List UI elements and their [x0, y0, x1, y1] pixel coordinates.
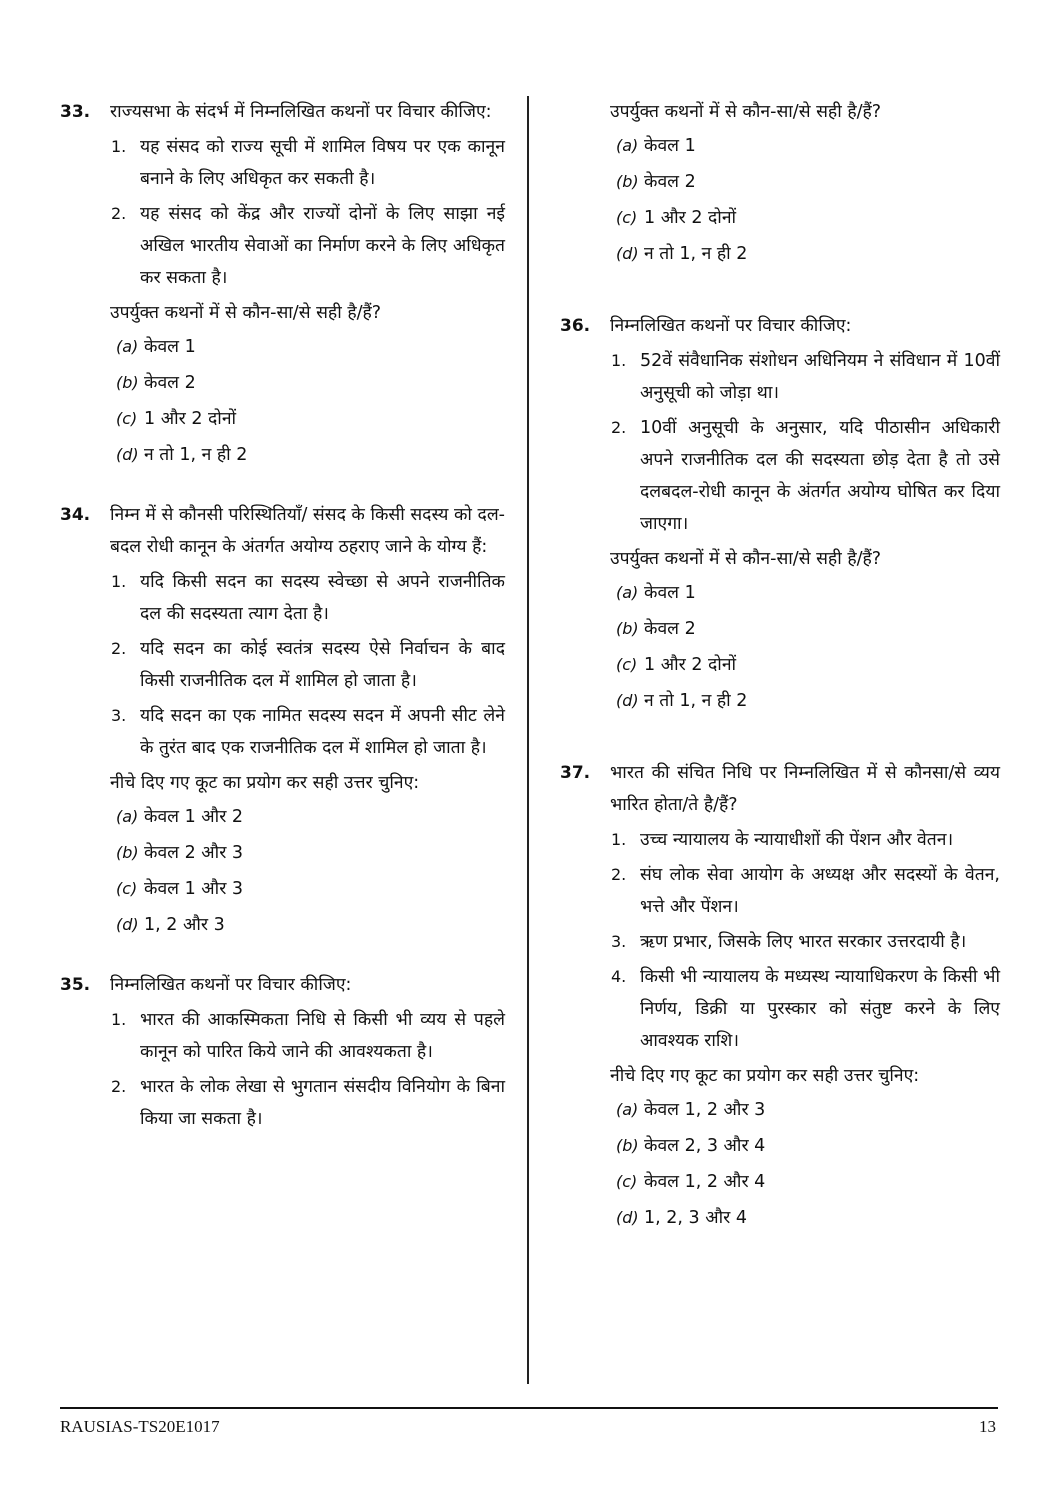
option-c: (c) 1 और 2 दोनों [616, 208, 737, 228]
question-37 [560, 757, 1000, 1236]
option-a: (a) केवल 1 [616, 136, 696, 156]
question-stem: 35. निम्नलिखित कथनों पर विचार कीजिए: [60, 969, 505, 1001]
statement: 2. भारत के लोक लेखा से भुगतान संसदीय विनियोग के बिना किया जा सकता है। [111, 1077, 505, 1129]
option-c: (c) केवल 1 और 3 [116, 879, 244, 899]
option-d: (d) 1, 2 और 3 [116, 915, 225, 935]
question-34 [60, 499, 505, 943]
option-d: (d) न तो 1, न ही 2 [116, 445, 248, 465]
right-column [560, 96, 1000, 1262]
option-d: (d) 1, 2, 3 और 4 [616, 1208, 747, 1228]
option-a: (a) केवल 1 [116, 337, 196, 357]
question-number: 37. [560, 763, 591, 783]
question-number: 34. [60, 505, 91, 525]
option-d: (d) न तो 1, न ही 2 [616, 691, 748, 711]
question-36 [560, 310, 1000, 719]
question-33 [60, 96, 505, 473]
question-prompt: उपर्युक्त कथनों में से कौन-सा/से सही है/हैं? [610, 102, 882, 122]
statement: 1. 52वें संवैधानिक संशोधन अधिनियम ने संविधान में 10वीं अनुसूची को जोड़ा था। [611, 351, 1000, 403]
statement: 1. यदि किसी सदन का सदस्य स्वेच्छा से अपने राजनीतिक दल की सदस्यता त्याग देता है। [111, 572, 505, 624]
question-number: 36. [560, 316, 591, 336]
question-number: 35. [60, 975, 91, 995]
question-35 [60, 969, 505, 1135]
question-35-continued [560, 96, 1000, 272]
option-a: (a) केवल 1 [616, 583, 696, 603]
option-b: (b) केवल 2 [616, 172, 696, 192]
option-c: (c) 1 और 2 दोनों [116, 409, 237, 429]
question-number: 33. [60, 102, 91, 122]
option-c: (c) केवल 1, 2 और 4 [616, 1172, 766, 1192]
page-number: 13 [979, 1417, 996, 1436]
left-column [60, 96, 505, 1161]
question-prompt: उपर्युक्त कथनों में से कौन-सा/से सही है/हैं? [110, 303, 382, 323]
question-stem: 37. भारत की संचित निधि पर निम्नलिखित में से कौनसा/से व्यय भारित होता/ते है/हैं? [560, 757, 1000, 821]
statement: 2. यह संसद को केंद्र और राज्यों दोनों के लिए साझा नई अखिल भारतीय सेवाओं का निर्माण करने के लिए अधिकृत कर सकता है। [111, 204, 505, 288]
question-stem: 34. निम्न में से कौनसी परिस्थितियाँ/ संसद के किसी सदस्य को दल-बदल रोधी कानून के अंतर्गत अयोग्य ठहराए जाने के योग्य हैं: [60, 499, 505, 563]
option-c: (c) 1 और 2 दोनों [616, 655, 737, 675]
question-stem: 36. निम्नलिखित कथनों पर विचार कीजिए: [560, 310, 1000, 342]
statement: 2. संघ लोक सेवा आयोग के अध्यक्ष और सदस्यों के वेतन, भत्ते और पेंशन। [611, 865, 1000, 917]
statement: 3. ऋण प्रभार, जिसके लिए भारत सरकार उत्तरदायी है। [611, 932, 967, 952]
question-prompt: उपर्युक्त कथनों में से कौन-सा/से सही है/हैं? [610, 549, 882, 569]
question-prompt: नीचे दिए गए कूट का प्रयोग कर सही उत्तर चुनिए: [610, 1066, 920, 1086]
option-a: (a) केवल 1, 2 और 3 [616, 1100, 766, 1120]
statement: 1. भारत की आकस्मिकता निधि से किसी भी व्यय से पहले कानून को पारित किये जाने की आवश्यकता है। [111, 1010, 505, 1062]
column-divider [527, 96, 529, 1384]
document-code: RAUSIAS-TS20E1017 [60, 1417, 220, 1436]
footer-rule [60, 1407, 998, 1409]
statement: 2. यदि सदन का कोई स्वतंत्र सदस्य ऐसे निर्वाचन के बाद किसी राजनीतिक दल में शामिल हो जाता है। [111, 639, 505, 691]
question-prompt: नीचे दिए गए कूट का प्रयोग कर सही उत्तर चुनिए: [110, 773, 420, 793]
option-b: (b) केवल 2 और 3 [116, 843, 244, 863]
option-d: (d) न तो 1, न ही 2 [616, 244, 748, 264]
statement: 2. 10वीं अनुसूची के अनुसार, यदि पीठासीन अधिकारी अपने राजनीतिक दल की सदस्यता छोड़ देता है तो उसे दलबदल-रोधी कानून के अंतर्गत अयोग्य घोषित कर दिया जाएगा। [611, 418, 1000, 534]
option-a: (a) केवल 1 और 2 [116, 807, 244, 827]
option-b: (b) केवल 2, 3 और 4 [616, 1136, 766, 1156]
question-stem: 33. राज्यसभा के संदर्भ में निम्नलिखित कथनों पर विचार कीजिए: [60, 96, 505, 128]
option-b: (b) केवल 2 [616, 619, 696, 639]
statement: 1. उच्च न्यायालय के न्यायाधीशों की पेंशन और वेतन। [611, 830, 954, 850]
statement: 1. यह संसद को राज्य सूची में शामिल विषय पर एक कानून बनाने के लिए अधिकृत कर सकती है। [111, 137, 505, 189]
statement: 3. यदि सदन का एक नामित सदस्य सदन में अपनी सीट लेने के तुरंत बाद एक राजनीतिक दल में शामिल हो जाता है। [111, 706, 505, 758]
statement: 4. किसी भी न्यायालय के मध्यस्थ न्यायाधिकरण के किसी भी निर्णय, डिक्री या पुरस्कार को संतुष्ट करने के लिए आवश्यक राशि। [611, 967, 1000, 1051]
option-b: (b) केवल 2 [116, 373, 196, 393]
